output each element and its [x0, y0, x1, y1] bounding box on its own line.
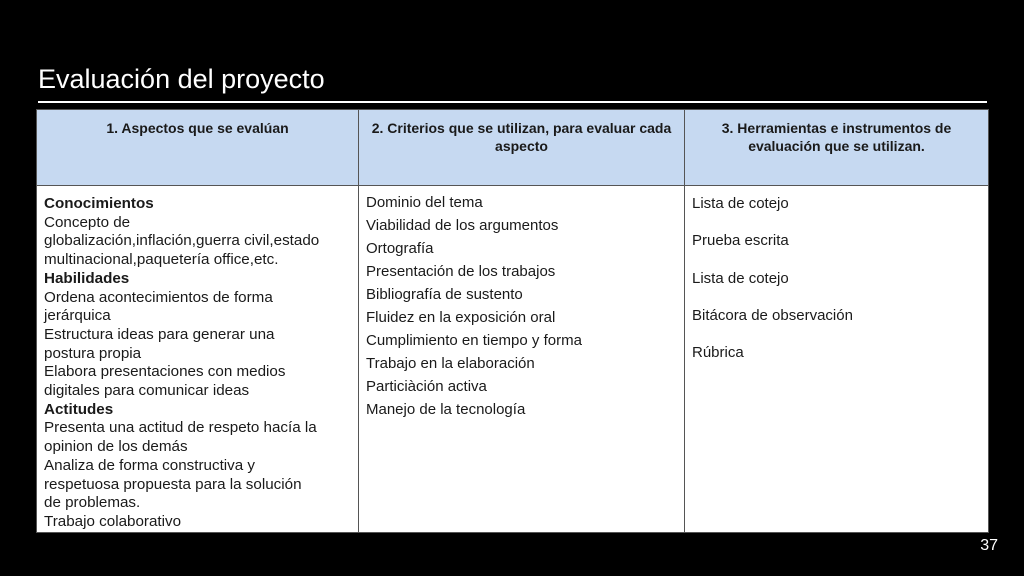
aspect-line: globalización,inflación,guerra civil,estado	[44, 232, 320, 250]
aspect-line: multinacional,paquetería office,etc.	[44, 251, 279, 269]
criteria-item: Dominio del tema	[366, 194, 483, 211]
aspect-line: Estructura ideas para generar una	[44, 325, 275, 343]
header-tools: 3. Herramientas e instrumentos de evaluación que se utilizan.	[685, 110, 989, 186]
page-number: 37	[980, 537, 998, 554]
criteria-item: Cumplimiento en tiempo y forma	[366, 332, 582, 349]
evaluation-table	[36, 109, 989, 533]
tool-item: Rúbrica	[692, 344, 744, 362]
aspect-line: postura propia	[44, 344, 142, 362]
aspect-line: respetuosa propuesta para la solución	[44, 475, 302, 493]
criteria-item: Bibliografía de sustento	[366, 286, 523, 303]
tool-item: Lista de cotejo	[692, 269, 789, 287]
habilidades-heading: Habilidades	[44, 269, 130, 287]
criteria-item: Manejo de la tecnología	[366, 401, 526, 418]
criteria-item: Trabajo en la elaboración	[366, 355, 535, 372]
evaluation-table-container	[36, 109, 988, 533]
actitudes-heading: Actitudes	[44, 400, 114, 418]
criteria-cell	[359, 186, 685, 533]
criteria-item: Viabilidad de los argumentos	[366, 217, 559, 234]
slide-title: Evaluación del proyecto	[38, 64, 325, 94]
header-criteria: 2. Criterios que se utilizan, para evaluar cada aspecto	[359, 110, 685, 186]
aspect-line: opinion de los demás	[44, 438, 188, 456]
criteria-item: Ortografía	[366, 240, 434, 257]
aspect-line: Elabora presentaciones con medios	[44, 363, 286, 381]
aspect-line: jerárquica	[44, 307, 111, 325]
aspect-line: Ordena acontecimientos de forma	[44, 288, 273, 306]
title-divider	[38, 101, 987, 103]
criteria-item: Presentación de los trabajos	[366, 263, 556, 280]
header-aspects: 1. Aspectos que se evalúan	[37, 110, 359, 186]
aspect-line: Analiza de forma constructiva y	[44, 456, 256, 474]
table-header-row	[37, 110, 989, 186]
tool-item: Lista de cotejo	[692, 195, 789, 212]
aspect-line: Presenta una actitud de respeto hacía la	[44, 419, 317, 437]
conocimientos-heading: Conocimientos	[44, 195, 154, 212]
criteria-item: Particiàción activa	[366, 378, 487, 395]
criteria-item: Fluidez en la exposición oral	[366, 309, 556, 326]
aspect-line: Trabajo colaborativo	[44, 512, 182, 530]
aspect-line: de problemas.	[44, 494, 141, 512]
table-row	[37, 186, 989, 533]
tool-item: Bitácora de observación	[692, 306, 853, 324]
tool-item: Prueba escrita	[692, 232, 789, 250]
tools-cell	[685, 186, 989, 533]
aspect-line: digitales para comunicar ideas	[44, 382, 250, 400]
aspects-cell	[37, 186, 359, 533]
aspect-line: Concepto de	[44, 213, 131, 231]
